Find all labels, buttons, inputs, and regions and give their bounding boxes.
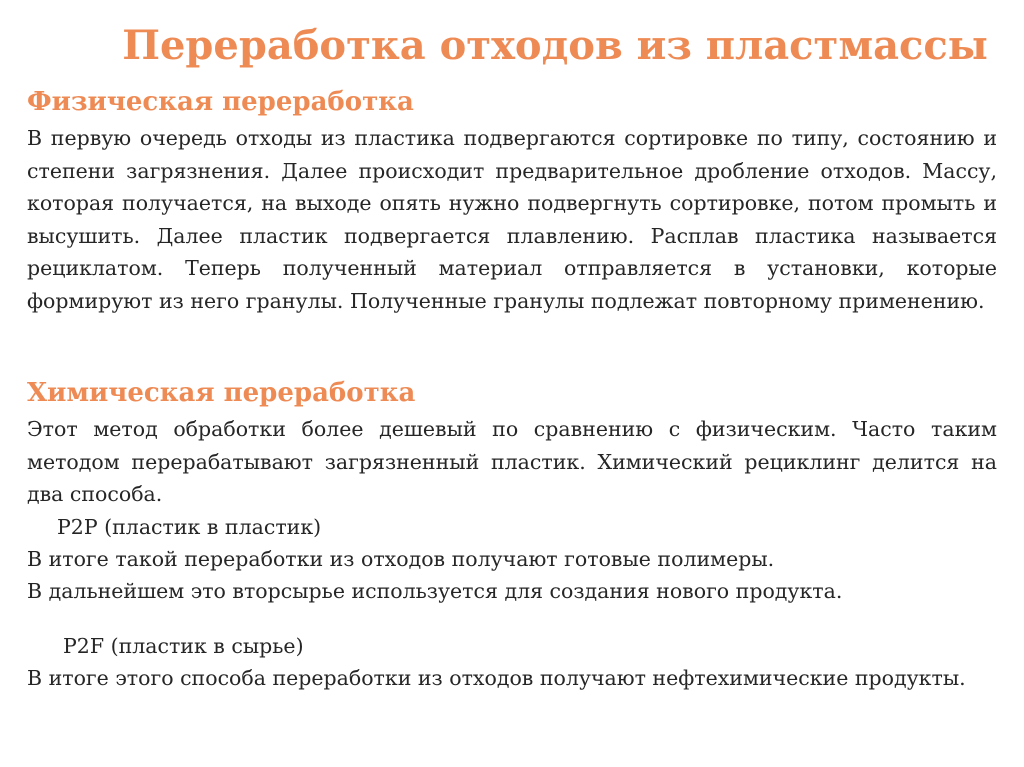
chemical-recycling-heading: Химическая переработка (27, 378, 416, 408)
p2p-line-2: В дальнейшем это вторсырье используется для создания нового продукта. (27, 579, 843, 603)
slide-title: Переработка отходов из пластмассы (122, 22, 988, 69)
p2f-text: В итоге этого способа переработки из отходов получают нефтехимические продукты. (27, 666, 966, 690)
p2f-label: P2F (пластик в сырье) (63, 634, 304, 658)
physical-recycling-text: В первую очередь отходы из пластика подвергаются сортировке по типу, состоянию и степени загрязнения. Далее происходит предварительное дробление отходов. Массу, которая получается, на выходе опять нужно подвергнуть сортировке, потом промыть и высушить. Далее пластик подвергается плавлению. Расплав пластика называется рециклатом. Теперь полученный материал отправляется в установки, которые формируют из него гранулы. Полученные гранулы подлежат повторному применению. (27, 126, 997, 313)
chemical-recycling-intro: Этот метод обработки более дешевый по сравнению с физическим. Часто таким методом перерабатывают загрязненный пластик. Химический рециклинг делится на два способа. (27, 417, 997, 507)
physical-recycling-heading: Физическая переработка (27, 87, 414, 117)
p2p-label: P2P (пластик в пластик) (57, 515, 322, 539)
p2p-line-1: В итоге такой переработки из отходов получают готовые полимеры. (27, 547, 775, 571)
